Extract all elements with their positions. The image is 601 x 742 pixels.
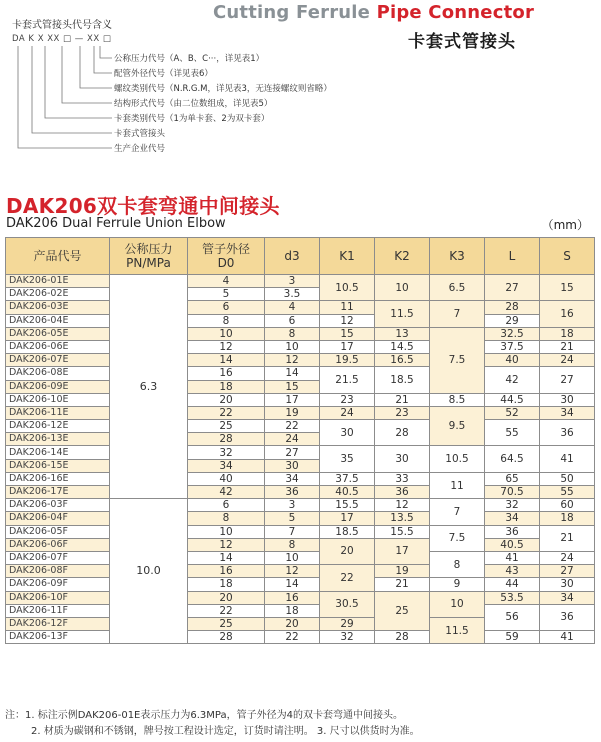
cell-l: 64.5 xyxy=(485,446,540,472)
cell-k3: 7.5 xyxy=(430,525,485,551)
legend-connector-lines xyxy=(0,0,130,160)
legend-item: 结构形式代号（由二位数组成，详见表5） xyxy=(114,99,273,109)
cell-code: DAK206-06E xyxy=(6,340,110,353)
cell-d0: 10 xyxy=(188,327,265,340)
cell-k2: 18.5 xyxy=(375,367,430,393)
note-line-2: 2. 材质为碳钢和不锈钢，牌号按工程设计选定，订货时请注明。 3. 尺寸以供货时为准。 xyxy=(31,726,420,737)
cell-d0: 8 xyxy=(188,314,265,327)
cell-k1: 15 xyxy=(320,327,375,340)
table-row xyxy=(6,499,595,512)
cell-s: 36 xyxy=(540,604,595,630)
legend-code: DA K X XX □ — XX □ xyxy=(12,34,112,44)
cell-d3: 17 xyxy=(265,393,320,406)
table-row xyxy=(6,565,595,578)
cell-l: 40 xyxy=(485,354,540,367)
cell-d0: 20 xyxy=(188,393,265,406)
cell-l: 42 xyxy=(485,367,540,393)
cell-k1: 30.5 xyxy=(320,591,375,617)
cell-k2: 25 xyxy=(375,591,430,631)
cell-d0: 40 xyxy=(188,472,265,485)
cell-code: DAK206-14E xyxy=(6,446,110,459)
table-row xyxy=(6,631,595,644)
cell-d3: 27 xyxy=(265,446,320,459)
cell-s: 50 xyxy=(540,472,595,485)
cell-code: DAK206-07E xyxy=(6,354,110,367)
cell-k3: 7 xyxy=(430,301,485,327)
cell-s: 60 xyxy=(540,499,595,512)
cell-code: DAK206-09F xyxy=(6,578,110,591)
cell-k1: 17 xyxy=(320,512,375,525)
cell-code: DAK206-10E xyxy=(6,393,110,406)
cell-d3: 3.5 xyxy=(265,288,320,301)
cell-k3: 6.5 xyxy=(430,275,485,301)
cell-l: 52 xyxy=(485,406,540,419)
table-row xyxy=(6,591,595,604)
cell-d0: 16 xyxy=(188,565,265,578)
cell-d3: 22 xyxy=(265,420,320,433)
cell-d0: 20 xyxy=(188,591,265,604)
header-title-en xyxy=(213,2,534,23)
cell-pn: 6.3 xyxy=(110,275,188,499)
cell-l: 56 xyxy=(485,604,540,630)
cell-d3: 3 xyxy=(265,275,320,288)
cell-k2: 13.5 xyxy=(375,512,430,525)
cell-d0: 18 xyxy=(188,380,265,393)
cell-k2: 10 xyxy=(375,275,430,301)
cell-k2: 28 xyxy=(375,420,430,446)
cell-d3: 19 xyxy=(265,406,320,419)
table-row xyxy=(6,551,595,564)
cell-d0: 22 xyxy=(188,604,265,617)
cell-d3: 34 xyxy=(265,472,320,485)
header-l: L xyxy=(485,238,540,275)
table-row xyxy=(6,525,595,538)
cell-k2: 14.5 xyxy=(375,340,430,353)
cell-d3: 18 xyxy=(265,604,320,617)
cell-code: DAK206-04F xyxy=(6,512,110,525)
cell-d0: 18 xyxy=(188,578,265,591)
cell-code: DAK206-03E xyxy=(6,301,110,314)
cell-k2: 36 xyxy=(375,486,430,499)
cell-d3: 10 xyxy=(265,340,320,353)
header-title-cn: 卡套式管接头 xyxy=(408,32,516,52)
cell-code: DAK206-11E xyxy=(6,406,110,419)
cell-k2: 13 xyxy=(375,327,430,340)
cell-l: 59 xyxy=(485,631,540,644)
cell-k2: 21 xyxy=(375,578,430,591)
cell-l: 55 xyxy=(485,420,540,446)
cell-d3: 20 xyxy=(265,617,320,630)
cell-s: 24 xyxy=(540,354,595,367)
cell-k1: 15.5 xyxy=(320,499,375,512)
cell-d3: 7 xyxy=(265,525,320,538)
cell-code: DAK206-03F xyxy=(6,499,110,512)
table-row xyxy=(6,393,595,406)
table-header-row xyxy=(6,238,595,275)
cell-k3: 10 xyxy=(430,591,485,617)
cell-s: 18 xyxy=(540,512,595,525)
cell-code: DAK206-12E xyxy=(6,420,110,433)
cell-code: DAK206-17E xyxy=(6,486,110,499)
cell-d3: 16 xyxy=(265,591,320,604)
cell-d3: 3 xyxy=(265,499,320,512)
header-k3: K3 xyxy=(430,238,485,275)
cell-k1: 35 xyxy=(320,446,375,472)
cell-d0: 14 xyxy=(188,354,265,367)
cell-k1: 21.5 xyxy=(320,367,375,393)
cell-k2: 19 xyxy=(375,565,430,578)
cell-d0: 6 xyxy=(188,301,265,314)
section-subtitle: DAK206 Dual Ferrule Union Elbow xyxy=(6,216,226,231)
cell-s: 55 xyxy=(540,486,595,499)
cell-k1: 24 xyxy=(320,406,375,419)
cell-l: 70.5 xyxy=(485,486,540,499)
cell-d0: 5 xyxy=(188,288,265,301)
header-d0-label: 管子外径 xyxy=(201,242,250,256)
cell-l: 41 xyxy=(485,551,540,564)
cell-l: 43 xyxy=(485,565,540,578)
cell-d0: 10 xyxy=(188,525,265,538)
cell-s: 27 xyxy=(540,565,595,578)
cell-d3: 5 xyxy=(265,512,320,525)
cell-code: DAK206-06F xyxy=(6,538,110,551)
cell-s: 18 xyxy=(540,327,595,340)
cell-k3: 9 xyxy=(430,578,485,591)
notes xyxy=(5,708,420,740)
cell-pn: 10.0 xyxy=(110,499,188,644)
cell-d0: 14 xyxy=(188,551,265,564)
cell-d3: 10 xyxy=(265,551,320,564)
cell-d0: 12 xyxy=(188,538,265,551)
header-d0-unit: D0 xyxy=(217,256,235,270)
header-code: 产品代号 xyxy=(6,238,110,275)
cell-d3: 22 xyxy=(265,631,320,644)
cell-d3: 36 xyxy=(265,486,320,499)
cell-k2: 12 xyxy=(375,499,430,512)
cell-k1: 20 xyxy=(320,538,375,564)
cell-k2: 30 xyxy=(375,446,430,472)
cell-d3: 4 xyxy=(265,301,320,314)
cell-l: 32 xyxy=(485,499,540,512)
cell-d0: 34 xyxy=(188,459,265,472)
cell-l: 36 xyxy=(485,525,540,538)
table-row xyxy=(6,275,595,288)
cell-k3: 7.5 xyxy=(430,327,485,393)
cell-s: 15 xyxy=(540,275,595,301)
table-row xyxy=(6,367,595,380)
table-row xyxy=(6,512,595,525)
legend-title: 卡套式管接头代号含义 xyxy=(12,20,112,31)
table-row xyxy=(6,354,595,367)
cell-l: 65 xyxy=(485,472,540,485)
cell-d0: 25 xyxy=(188,420,265,433)
cell-k1: 18.5 xyxy=(320,525,375,538)
header-k1: K1 xyxy=(320,238,375,275)
cell-d0: 28 xyxy=(188,433,265,446)
table-row xyxy=(6,472,595,485)
cell-d0: 6 xyxy=(188,499,265,512)
title-en-part2: Pipe Connector xyxy=(376,2,535,23)
cell-d0: 8 xyxy=(188,512,265,525)
cell-k1: 19.5 xyxy=(320,354,375,367)
header-pn-label: 公称压力 xyxy=(124,242,173,256)
cell-k1: 37.5 xyxy=(320,472,375,485)
cell-l: 53.5 xyxy=(485,591,540,604)
cell-d0: 16 xyxy=(188,367,265,380)
cell-code: DAK206-07F xyxy=(6,551,110,564)
legend-item: 生产企业代号 xyxy=(114,144,166,154)
table-row xyxy=(6,340,595,353)
cell-s: 41 xyxy=(540,446,595,472)
header-d0 xyxy=(188,238,265,275)
cell-code: DAK206-13F xyxy=(6,631,110,644)
cell-k2: 33 xyxy=(375,472,430,485)
cell-k1: 30 xyxy=(320,420,375,446)
cell-d0: 32 xyxy=(188,446,265,459)
cell-d3: 6 xyxy=(265,314,320,327)
cell-code: DAK206-12F xyxy=(6,617,110,630)
table-row xyxy=(6,327,595,340)
cell-s: 36 xyxy=(540,420,595,446)
cell-d0: 22 xyxy=(188,406,265,419)
cell-l: 27 xyxy=(485,275,540,301)
legend-item: 卡套式管接头 xyxy=(114,129,166,139)
cell-code: DAK206-05E xyxy=(6,327,110,340)
table-row xyxy=(6,314,595,327)
cell-code: DAK206-11F xyxy=(6,604,110,617)
cell-code: DAK206-04E xyxy=(6,314,110,327)
legend-item: 配管外径代号（详见表6） xyxy=(114,69,213,79)
table-row xyxy=(6,604,595,617)
spec-table xyxy=(5,237,595,644)
cell-k2: 28 xyxy=(375,631,430,644)
cell-l: 34 xyxy=(485,512,540,525)
cell-code: DAK206-05F xyxy=(6,525,110,538)
unit-label: （mm） xyxy=(541,218,589,232)
cell-k1: 17 xyxy=(320,340,375,353)
cell-k2: 15.5 xyxy=(375,525,430,538)
cell-s: 34 xyxy=(540,406,595,419)
cell-l: 37.5 xyxy=(485,340,540,353)
cell-l: 44 xyxy=(485,578,540,591)
header-d3: d3 xyxy=(265,238,320,275)
header-pn-unit: PN/MPa xyxy=(126,256,171,270)
cell-k1: 22 xyxy=(320,565,375,591)
cell-s: 34 xyxy=(540,591,595,604)
cell-k3: 7 xyxy=(430,499,485,525)
cell-l: 28 xyxy=(485,301,540,314)
table-row xyxy=(6,420,595,433)
cell-k3: 11 xyxy=(430,472,485,498)
cell-s: 30 xyxy=(540,393,595,406)
cell-k1: 29 xyxy=(320,617,375,630)
header-s: S xyxy=(540,238,595,275)
cell-s: 16 xyxy=(540,301,595,327)
cell-s: 41 xyxy=(540,631,595,644)
table-row xyxy=(6,406,595,419)
cell-d3: 15 xyxy=(265,380,320,393)
cell-d0: 28 xyxy=(188,631,265,644)
cell-k3: 11.5 xyxy=(430,617,485,643)
cell-k1: 32 xyxy=(320,631,375,644)
cell-code: DAK206-10F xyxy=(6,591,110,604)
cell-k2: 23 xyxy=(375,406,430,419)
cell-k2: 11.5 xyxy=(375,301,430,327)
cell-k2: 17 xyxy=(375,538,430,564)
table-row xyxy=(6,446,595,459)
cell-k2: 21 xyxy=(375,393,430,406)
cell-l: 32.5 xyxy=(485,327,540,340)
cell-d3: 30 xyxy=(265,459,320,472)
cell-k3: 10.5 xyxy=(430,446,485,472)
cell-k3: 8.5 xyxy=(430,393,485,406)
cell-d0: 12 xyxy=(188,340,265,353)
cell-k1: 40.5 xyxy=(320,486,375,499)
cell-k1: 11 xyxy=(320,301,375,314)
cell-code: DAK206-15E xyxy=(6,459,110,472)
table-row xyxy=(6,578,595,591)
cell-code: DAK206-08F xyxy=(6,565,110,578)
section-title: DAK206双卡套弯通中间接头 xyxy=(6,194,280,218)
cell-code: DAK206-02E xyxy=(6,288,110,301)
cell-s: 27 xyxy=(540,367,595,393)
title-en-part1: Cutting Ferrule xyxy=(213,2,371,23)
table-row xyxy=(6,538,595,551)
table-row xyxy=(6,486,595,499)
legend-item: 公称压力代号（A、B、C···，详见表1） xyxy=(114,54,265,64)
cell-k1: 12 xyxy=(320,314,375,327)
cell-d0: 42 xyxy=(188,486,265,499)
cell-code: DAK206-16E xyxy=(6,472,110,485)
cell-d3: 14 xyxy=(265,367,320,380)
cell-d3: 24 xyxy=(265,433,320,446)
cell-d3: 14 xyxy=(265,578,320,591)
legend-item: 卡套类别代号（1为单卡套、2为双卡套） xyxy=(114,114,270,124)
cell-l: 40.5 xyxy=(485,538,540,551)
cell-k1: 23 xyxy=(320,393,375,406)
header-pn xyxy=(110,238,188,275)
cell-l: 29 xyxy=(485,314,540,327)
cell-s: 21 xyxy=(540,525,595,551)
cell-k3: 9.5 xyxy=(430,406,485,446)
cell-d0: 25 xyxy=(188,617,265,630)
cell-k2: 16.5 xyxy=(375,354,430,367)
cell-code: DAK206-13E xyxy=(6,433,110,446)
cell-d0: 4 xyxy=(188,275,265,288)
cell-l: 44.5 xyxy=(485,393,540,406)
cell-code: DAK206-09E xyxy=(6,380,110,393)
cell-d3: 12 xyxy=(265,354,320,367)
table-row xyxy=(6,301,595,314)
cell-s: 21 xyxy=(540,340,595,353)
header-k2: K2 xyxy=(375,238,430,275)
cell-s: 24 xyxy=(540,551,595,564)
cell-k3: 8 xyxy=(430,551,485,577)
cell-d3: 8 xyxy=(265,538,320,551)
cell-code: DAK206-08E xyxy=(6,367,110,380)
cell-d3: 12 xyxy=(265,565,320,578)
cell-k1: 10.5 xyxy=(320,275,375,301)
legend-item: 螺纹类别代号（N.R.G.M，详见表3，无连接螺纹则省略） xyxy=(114,84,332,94)
note-line-1: 注：1. 标注示例DAK206-01E表示压力为6.3MPa，管子外径为4的双卡套弯通中间接头。 xyxy=(5,710,403,721)
cell-s: 30 xyxy=(540,578,595,591)
cell-d3: 8 xyxy=(265,327,320,340)
cell-code: DAK206-01E xyxy=(6,275,110,288)
